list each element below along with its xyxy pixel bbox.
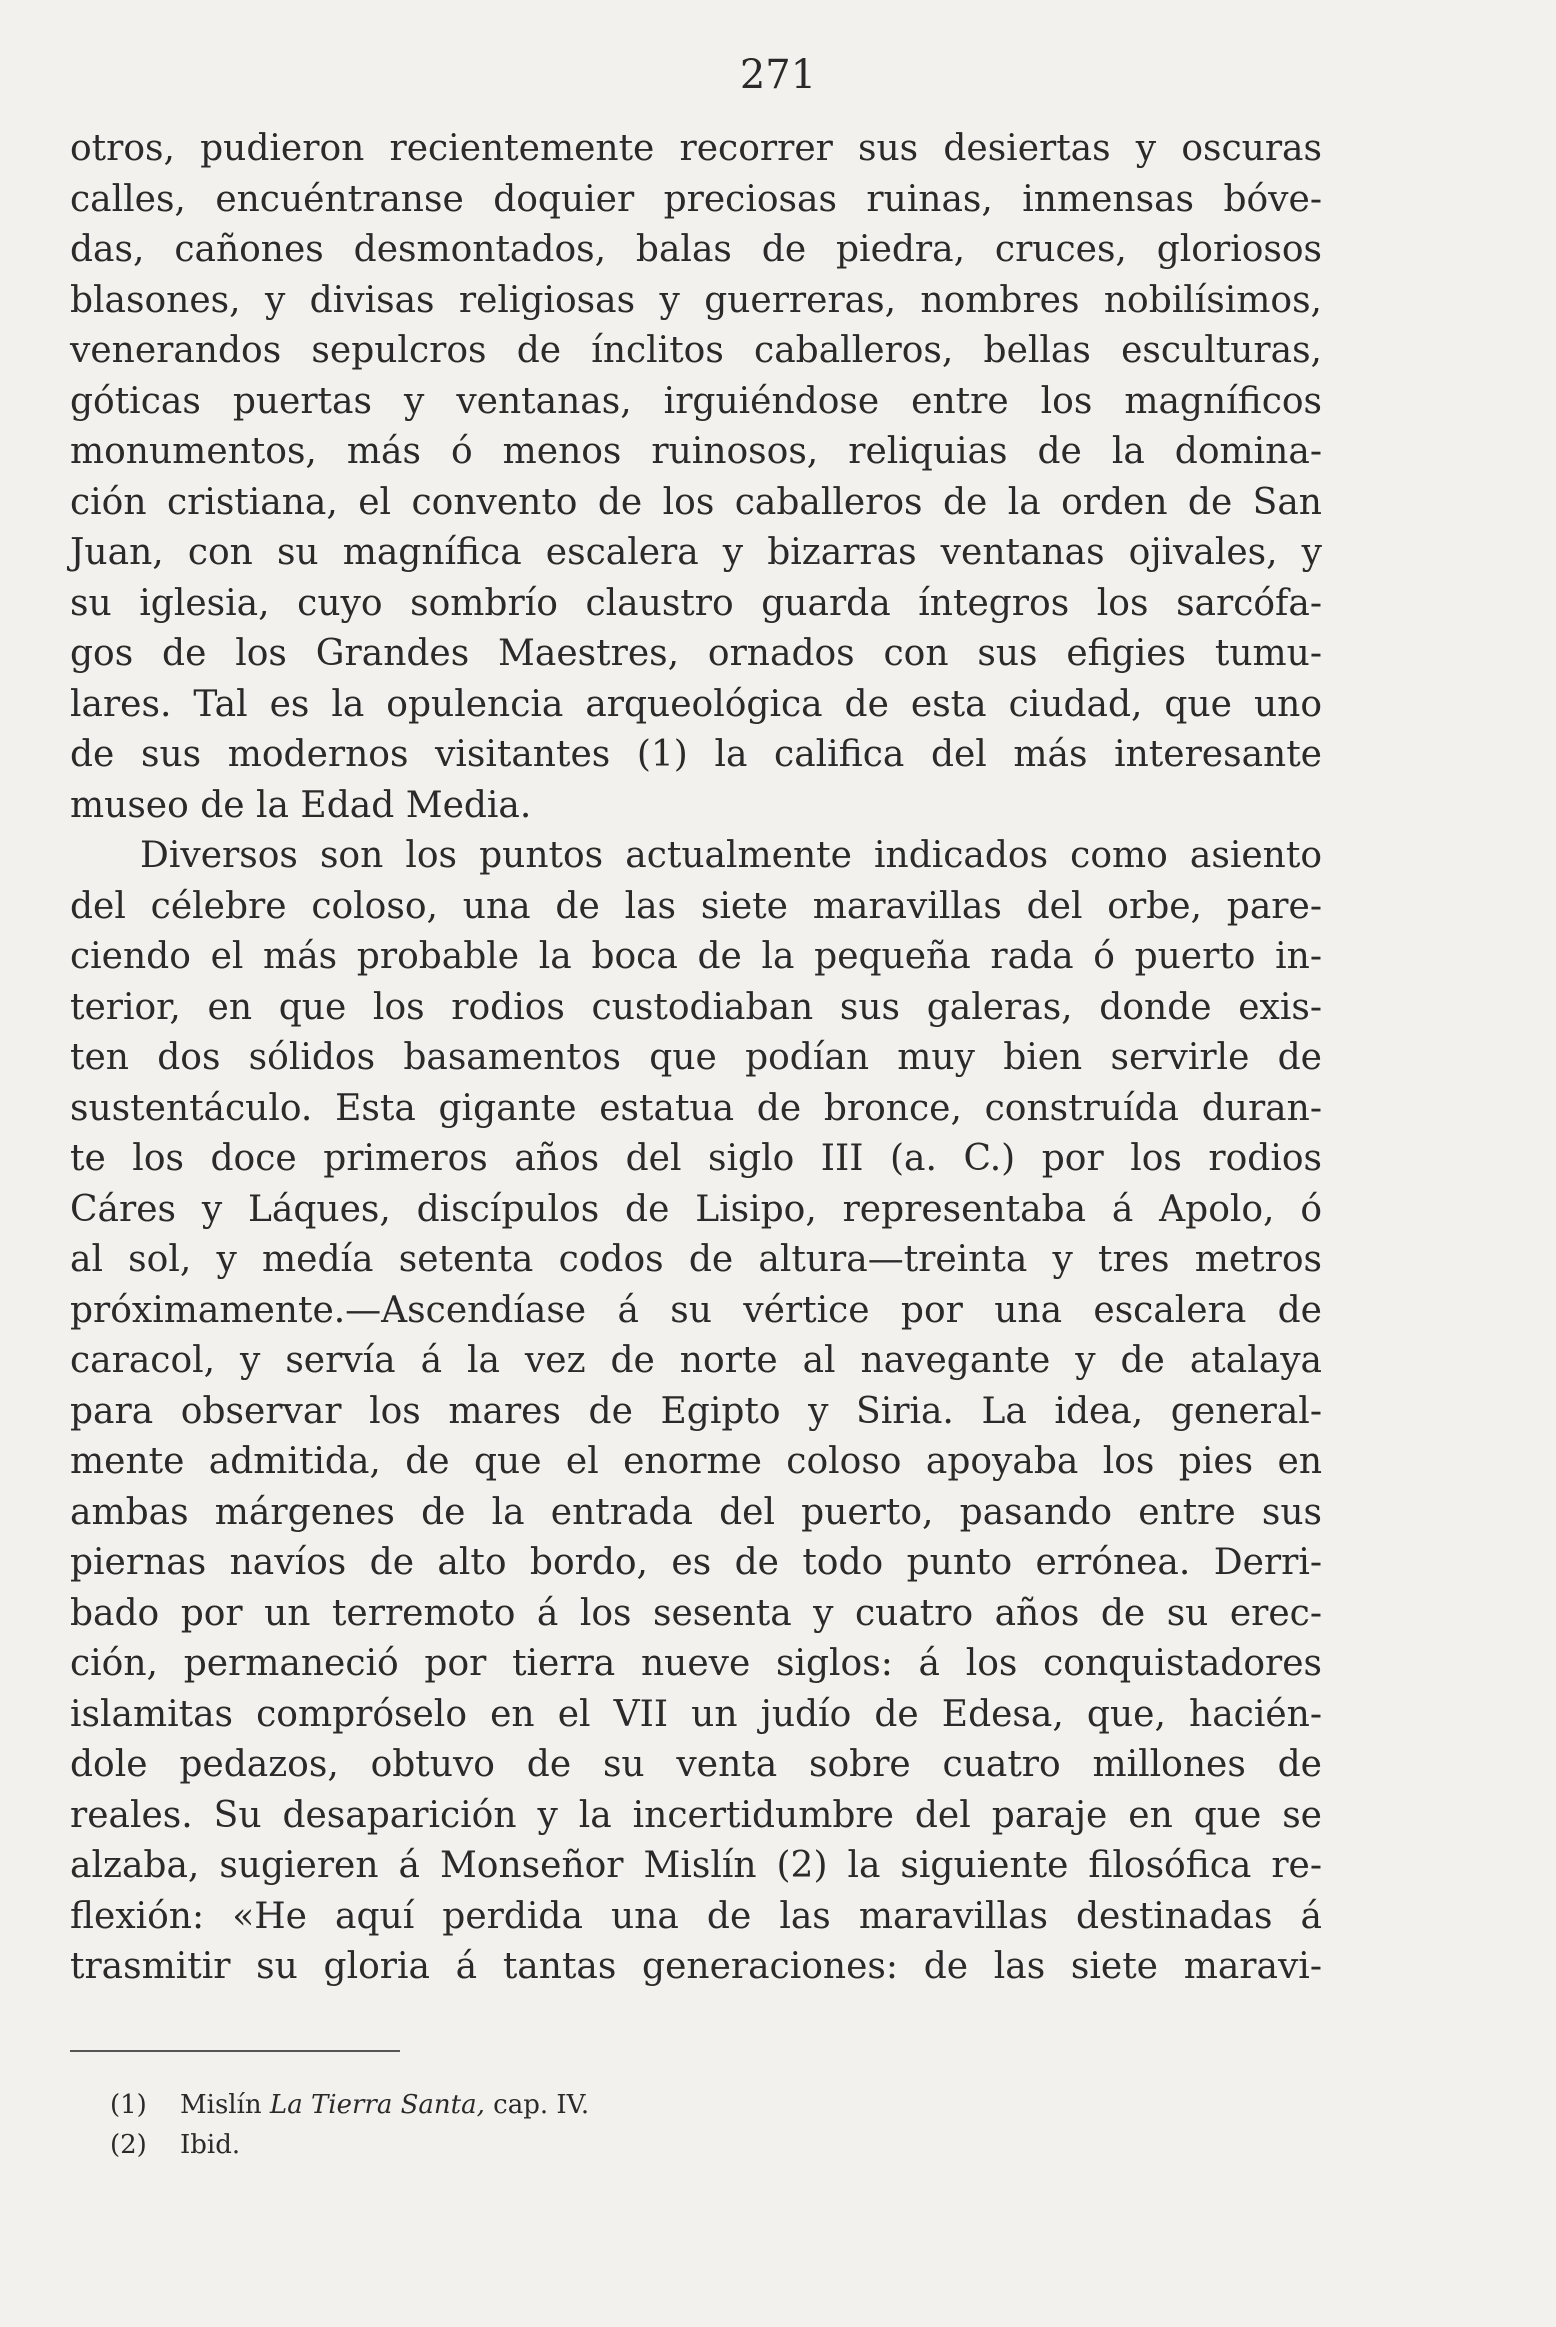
text-line: bado por un terremoto á los sesenta y cuatro años de su erec- bbox=[70, 1592, 1322, 1634]
text-line: reales. Su desaparición y la incertidumbre del paraje en que se bbox=[70, 1794, 1322, 1836]
footnotes bbox=[110, 2085, 589, 2165]
text-line: caracol, y servía á la vez de norte al navegante y de atalaya bbox=[70, 1340, 1322, 1381]
text-line: lares. Tal es la opulencia arqueológica de esta ciudad, que uno bbox=[70, 683, 1322, 725]
text-line: Juan, con su magnífica escalera y bizarras ventanas ojivales, y bbox=[70, 532, 1322, 573]
text-line: sustentáculo. Esta gigante estatua de bronce, construída duran- bbox=[70, 1087, 1322, 1129]
text-line: monumentos, más ó menos ruinosos, reliquias de la domina- bbox=[70, 431, 1322, 472]
text-line: piernas navíos de alto bordo, es de todo punto errónea. Derri- bbox=[70, 1542, 1322, 1583]
text-line: Cáres y Láques, discípulos de Lisipo, representaba á Apolo, ó bbox=[70, 1188, 1322, 1230]
footnote-2 bbox=[110, 2125, 589, 2165]
text-line: flexión: «He aquí perdida una de las maravillas destinadas á bbox=[70, 1895, 1322, 1937]
text-line: museo de la Edad Media. bbox=[70, 784, 532, 826]
footnote-1 bbox=[110, 2085, 589, 2125]
text-line: islamitas compróselo en el VII un judío de Edesa, que, hacién- bbox=[70, 1693, 1322, 1735]
text-line: ción cristiana, el convento de los caballeros de la orden de San bbox=[70, 481, 1322, 523]
text-line: Diversos son los puntos actualmente indicados como asiento bbox=[140, 835, 1322, 876]
text-line: te los doce primeros años del siglo III (a. C.) por los rodios bbox=[70, 1138, 1322, 1179]
text-line: próximamente.—Ascendíase á su vértice por una escalera de bbox=[70, 1289, 1322, 1331]
text-line: mente admitida, de que el enorme coloso apoyaba los pies en bbox=[70, 1441, 1322, 1482]
text-line: blasones, y divisas religiosas y guerreras, nombres nobilísimos, bbox=[70, 279, 1322, 321]
text-line: gos de los Grandes Maestres, ornados con sus efigies tumu- bbox=[70, 633, 1322, 674]
text-line: para observar los mares de Egipto y Siria. La idea, general- bbox=[70, 1390, 1322, 1432]
footnote-ref: cap. IV. bbox=[493, 2090, 590, 2120]
footnote-author: Mislín bbox=[180, 2090, 262, 2120]
footnote-title: La Tierra Santa, bbox=[269, 2090, 485, 2120]
text-line: alzaba, sugieren á Monseñor Mislín (2) la siguiente filosófica re- bbox=[70, 1845, 1322, 1886]
text-line: venerandos sepulcros de ínclitos caballeros, bellas esculturas, bbox=[70, 330, 1322, 371]
text-line: dole pedazos, obtuvo de su venta sobre cuatro millones de bbox=[70, 1744, 1322, 1785]
text-line: ción, permaneció por tierra nueve siglos: á los conquistadores bbox=[70, 1643, 1322, 1684]
text-line: del célebre coloso, una de las siete maravillas del orbe, pare- bbox=[70, 885, 1322, 927]
text-line: góticas puertas y ventanas, irguiéndose entre los magníficos bbox=[70, 380, 1322, 422]
text-line: calles, encuéntranse doquier preciosas ruinas, inmensas bóve- bbox=[70, 178, 1322, 220]
footnote-number: (1) bbox=[110, 2090, 147, 2120]
body-text bbox=[70, 124, 1322, 1993]
text-line: ten dos sólidos basamentos que podían muy bien servirle de bbox=[70, 1037, 1322, 1078]
footnote-ref: Ibid. bbox=[180, 2130, 241, 2160]
text-line: de sus modernos visitantes (1) la califica del más interesante bbox=[70, 734, 1322, 775]
text-line: ciendo el más probable la boca de la pequeña rada ó puerto in- bbox=[70, 936, 1322, 977]
text-line: trasmitir su gloria á tantas generaciones: de las siete maravi- bbox=[70, 1946, 1322, 1987]
text-line: otros, pudieron recientemente recorrer sus desiertas y oscuras bbox=[70, 128, 1322, 169]
footnote-divider bbox=[70, 2050, 400, 2052]
footnote-number: (2) bbox=[110, 2130, 147, 2160]
text-line: al sol, y medía setenta codos de altura—treinta y tres metros bbox=[70, 1239, 1322, 1280]
text-line: das, cañones desmontados, balas de piedra, cruces, gloriosos bbox=[70, 229, 1322, 270]
text-line: terior, en que los rodios custodiaban sus galeras, donde exis- bbox=[70, 986, 1322, 1028]
text-line: ambas márgenes de la entrada del puerto, pasando entre sus bbox=[70, 1491, 1322, 1533]
text-line: su iglesia, cuyo sombrío claustro guarda íntegros los sarcófa- bbox=[70, 582, 1322, 624]
page-number: 271 bbox=[739, 52, 817, 98]
